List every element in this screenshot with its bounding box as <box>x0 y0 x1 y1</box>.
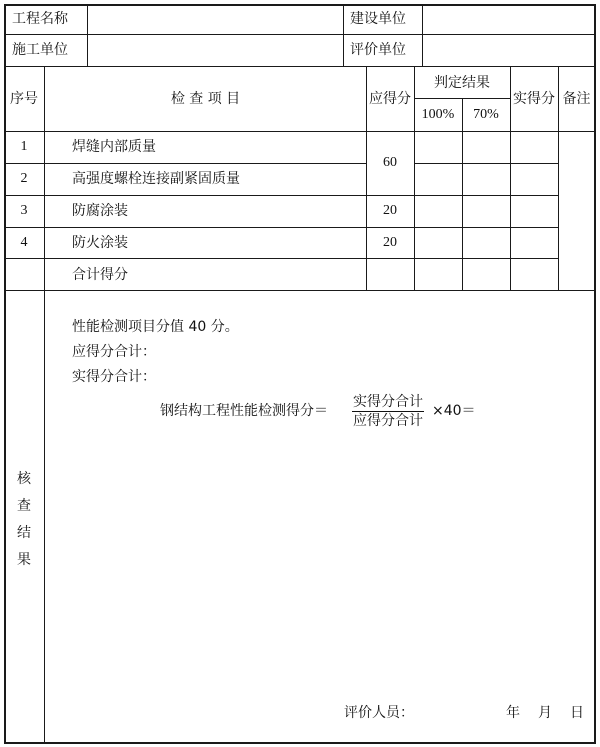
row-item: 防腐涂装 <box>72 203 128 219</box>
check-label-char: 结 <box>17 525 31 541</box>
row-item: 焊缝内部质量 <box>72 139 156 155</box>
formula-lhs: 钢结构工程性能检测得分＝ <box>160 403 328 419</box>
check-label-char: 核 <box>17 471 31 487</box>
formula-fraction <box>352 393 424 430</box>
row-score: 20 <box>383 203 397 218</box>
check-line-3: 实得分合计： <box>72 369 156 385</box>
check-label-char: 查 <box>17 498 31 514</box>
merged-score-cell: 60 <box>383 155 397 170</box>
row-seq: 1 <box>20 139 28 154</box>
evaluator-signature-label: 评价人员： <box>344 705 414 721</box>
row-score: 20 <box>383 235 397 250</box>
col-note-header: 备注 <box>562 91 591 107</box>
row-item: 高强度螺栓连接副紧固质量 <box>72 171 240 187</box>
col-70-header: 70% <box>473 107 499 122</box>
check-line-2: 应得分合计： <box>72 344 156 360</box>
row-seq: 3 <box>20 203 28 218</box>
col-actual-header: 实得分 <box>513 91 555 107</box>
check-line-1: 性能检测项目分值 40 分。 <box>72 319 239 335</box>
evaluator-label: 评价单位 <box>350 42 406 58</box>
row-item: 防火涂装 <box>72 235 128 251</box>
builder-label: 建设单位 <box>350 11 406 27</box>
total-label: 合计得分 <box>72 267 128 283</box>
row-seq: 2 <box>20 171 28 186</box>
row-seq: 4 <box>20 235 28 250</box>
col-100-header: 100% <box>421 107 455 122</box>
formula-rhs: ×40＝ <box>432 403 476 419</box>
col-judge-header: 判定结果 <box>434 75 490 91</box>
date-year: 年 <box>506 705 520 721</box>
formula-denominator: 应得分合计 <box>353 413 423 429</box>
check-label-char: 果 <box>17 552 31 568</box>
project-name-label: 工程名称 <box>12 11 68 27</box>
date-month: 月 <box>538 705 552 721</box>
formula-numerator: 实得分合计 <box>353 394 423 410</box>
col-should-header: 应得分 <box>369 91 411 107</box>
col-seq-header: 序号 <box>10 91 38 107</box>
constructor-label: 施工单位 <box>12 42 68 58</box>
col-item-header: 检 查 项 目 <box>170 91 241 107</box>
date-day: 日 <box>570 705 584 721</box>
